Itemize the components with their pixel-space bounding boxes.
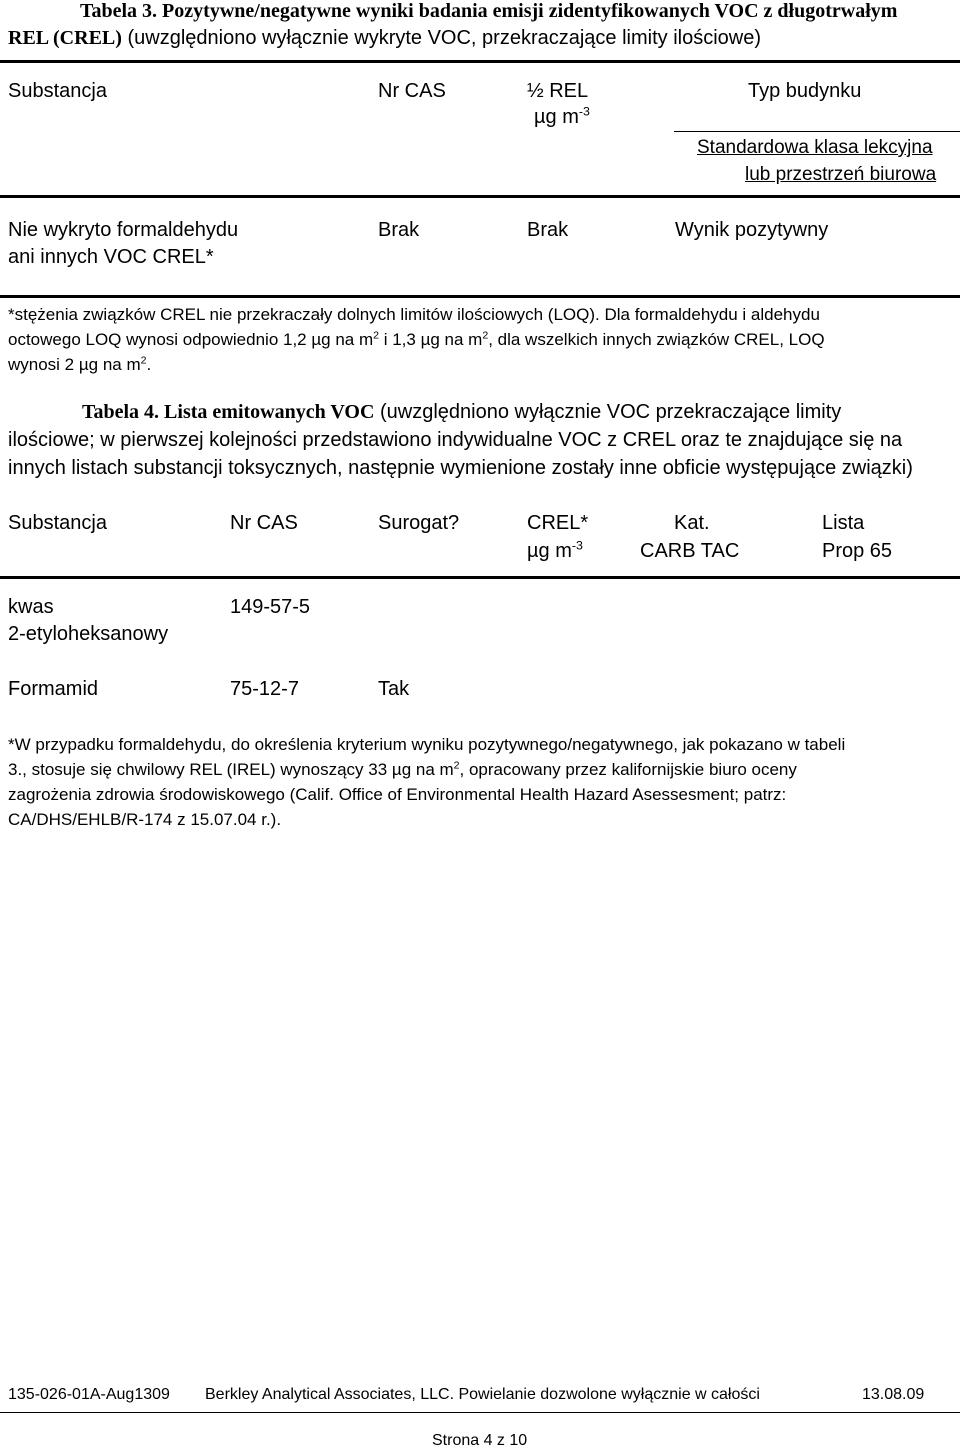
table3-header-unit: µg $m^{-3}$	[534, 104, 590, 128]
table3-header-rule	[0, 195, 960, 198]
table3-header-building-type: Typ budynku	[748, 80, 862, 102]
table4-footnote-line4: CA/DHS/EHLB/R-174 z 15.07.04 r.).	[8, 810, 282, 829]
table4-header-list: Lista	[822, 512, 865, 534]
table3-caption-desc: (uwzględniono wyłącznie wykryte VOC, przekraczające limity ilościowe)	[121, 27, 762, 49]
table4-row2-cas: 75-12-7	[230, 678, 299, 700]
table4-footnote-line3: zagrożenia zdrowia środowiskowego (Calif. Office of Environmental Health Hazard Asessesment; patrz:	[8, 785, 787, 804]
table3-footnote	[8, 302, 948, 377]
table4-header-unit: µg $m^{-3}$	[527, 538, 583, 562]
table4-header-cas: Nr CAS	[230, 512, 298, 534]
table3-bottom-rule	[0, 295, 960, 298]
table4-header-kat: Kat.	[674, 512, 710, 534]
table3-footnote-line1: *stężenia związków CREL nie przekraczały dolnych limitów ilościowych (LOQ). Dla formaldehydu i aldehydu	[8, 305, 820, 324]
table3-row-substance-2: ani innych VOC CREL*	[8, 246, 214, 268]
table4-header-carb-tac: CARB TAC	[640, 540, 740, 562]
table3-footnote-line2: octowego LOQ wynosi odpowiednio 1,2 µg na $m^2$ i 1,3 µg na $m^2$, dla wszelkich innych związków CREL, LOQ	[8, 329, 825, 349]
table4-row1-cas: 149-57-5	[230, 596, 311, 618]
table3-caption-crel: REL (CREL)	[8, 27, 122, 49]
footer-company: Berkley Analytical Associates, LLC. Powielanie dozwolone wyłącznie w całości	[205, 1386, 760, 1403]
table3-row-result: Wynik pozytywny	[675, 219, 829, 241]
footer-page-number: Strona 4 z 10	[432, 1432, 528, 1449]
table3-caption-line2	[8, 27, 761, 50]
table4-row1-substance-2: 2-etyloheksanowy	[8, 623, 169, 645]
table4-row2-surrogate: Tak	[378, 678, 410, 700]
table3-row-cas: Brak	[378, 219, 420, 241]
footer-doc-id: 135-026-01A-Aug1309	[8, 1386, 170, 1403]
table3-top-rule	[0, 60, 960, 63]
table3-header-classroom-1: Standardowa klasa lekcyjna	[697, 137, 933, 158]
table4-row1-substance-1: kwas	[8, 596, 54, 618]
table4-footnote-line1: *W przypadku formaldehydu, do określenia kryterium wyniku pozytywnego/negatywnego, jak pokazano w tabeli	[8, 735, 846, 754]
table3-header-half-rel: ½ REL	[527, 80, 589, 102]
table3-caption	[80, 0, 897, 23]
table3-caption-title: Tabela 3. Pozytywne/negatywne wyniki badania emisji zidentyfikowanych VOC z długotrwałym	[80, 0, 898, 22]
table4-header-rule	[0, 576, 960, 579]
table3-footnote-line3: wynosi 2 µg na $m^2$.	[8, 354, 152, 374]
table4-caption	[82, 401, 841, 424]
table3-row-half-rel: Brak	[527, 219, 569, 241]
table4-caption-desc: (uwzględniono wyłącznie VOC przekraczające limity	[374, 401, 842, 423]
footer-date: 13.08.09	[862, 1386, 925, 1403]
table4-header-crel: CREL*	[527, 512, 589, 534]
table3-building-rule	[674, 131, 960, 132]
table3-header-classroom-2: lub przestrzeń biurowa	[745, 164, 937, 185]
table3-header-cas: Nr CAS	[378, 80, 446, 102]
table4-header-substance: Substancja	[8, 512, 107, 534]
table4-footnote	[8, 732, 948, 832]
table4-header-surrogate: Surogat?	[378, 512, 460, 534]
table3-header-substance: Substancja	[8, 80, 107, 102]
footer-rule	[0, 1412, 960, 1413]
table3-row-substance-1: Nie wykryto formaldehydu	[8, 219, 239, 241]
table4-footnote-line2: 3., stosuje się chwilowy REL (IREL) wynoszący 33 µg na $m^2$, opracowany przez kalifornijskie biuro oceny	[8, 759, 797, 779]
table4-caption-title: Tabela 4. Lista emitowanych VOC	[82, 401, 375, 423]
table4-caption-line3: innych listach substancji toksycznych, następnie wymienione zostały inne obficie występujące związki)	[8, 457, 913, 479]
table4-header-prop65: Prop 65	[822, 540, 893, 562]
table4-row2-substance: Formamid	[8, 678, 99, 700]
table4-caption-line2: ilościowe; w pierwszej kolejności przedstawiono indywidualne VOC z CREL oraz te znajdujące się na	[8, 429, 903, 451]
